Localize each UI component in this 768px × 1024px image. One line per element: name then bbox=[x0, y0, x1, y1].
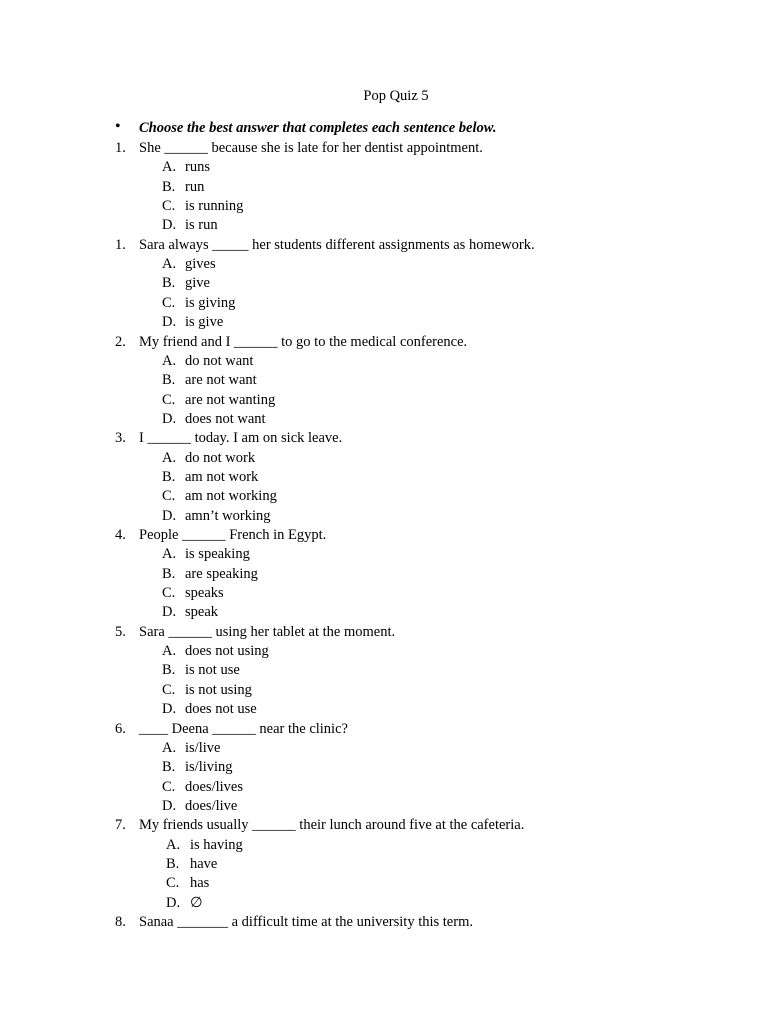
option-text: does/live bbox=[185, 797, 238, 814]
option-letter: D. bbox=[162, 314, 177, 331]
bullet-icon: • bbox=[115, 118, 121, 135]
option-text: is run bbox=[185, 217, 218, 234]
option-text: speaks bbox=[185, 585, 224, 602]
option-letter: D. bbox=[162, 410, 177, 427]
option-letter: A. bbox=[162, 159, 177, 176]
option-text: amn’t working bbox=[185, 507, 271, 524]
option-text: ∅ bbox=[190, 894, 203, 911]
option-text: give bbox=[185, 275, 210, 292]
option-text: runs bbox=[185, 159, 210, 176]
option-text: is not use bbox=[185, 662, 240, 679]
option-text: do not work bbox=[185, 449, 256, 466]
option-letter: A. bbox=[162, 352, 177, 369]
option-text: are not want bbox=[185, 372, 257, 389]
option-text: does/lives bbox=[185, 778, 243, 795]
question-number: 3. bbox=[115, 430, 126, 447]
option-text: have bbox=[190, 855, 218, 872]
question-number: 8. bbox=[115, 914, 126, 930]
option-letter: D. bbox=[162, 797, 177, 814]
question-text: Sara always _____ her students different assignments as homework. bbox=[139, 236, 535, 253]
option-text: is having bbox=[190, 836, 243, 853]
option-letter: C. bbox=[162, 778, 176, 795]
option-letter: B. bbox=[162, 662, 176, 679]
option-letter: D. bbox=[166, 894, 181, 911]
option-text: is not using bbox=[185, 681, 252, 698]
question-number: 5. bbox=[115, 623, 126, 640]
question-text: ____ Deena ______ near the clinic? bbox=[139, 720, 348, 737]
option-text: am not work bbox=[185, 468, 259, 485]
option-text: is speaking bbox=[185, 546, 250, 563]
question-number: 7. bbox=[115, 817, 126, 834]
option-letter: D. bbox=[162, 604, 177, 621]
question-number: 1. bbox=[115, 236, 126, 253]
option-letter: B. bbox=[162, 565, 176, 582]
option-letter: B. bbox=[166, 855, 180, 872]
option-letter: A. bbox=[162, 739, 177, 756]
option-letter: A. bbox=[166, 836, 181, 853]
option-text: is giving bbox=[185, 294, 236, 311]
option-letter: A. bbox=[162, 449, 177, 466]
option-letter: C. bbox=[162, 585, 176, 602]
option-text: has bbox=[190, 875, 210, 892]
question-text: Sanaa _______ a difficult time at the university this term. bbox=[139, 914, 473, 930]
option-letter: B. bbox=[162, 275, 176, 292]
option-letter: D. bbox=[162, 701, 177, 718]
option-text: are not wanting bbox=[185, 391, 276, 408]
question-text: I ______ today. I am on sick leave. bbox=[139, 430, 343, 447]
question-number: 2. bbox=[115, 333, 126, 350]
option-text: do not want bbox=[185, 352, 254, 369]
option-text: is/living bbox=[185, 759, 233, 776]
option-text: am not working bbox=[185, 488, 277, 505]
option-letter: C. bbox=[162, 198, 176, 215]
question-text: People ______ French in Egypt. bbox=[139, 527, 327, 543]
option-letter: C. bbox=[162, 488, 176, 505]
option-letter: A. bbox=[162, 546, 177, 563]
instruction-text: Choose the best answer that completes each sentence below. bbox=[139, 120, 497, 136]
page-title: Pop Quiz 5 bbox=[363, 88, 429, 104]
option-text: speak bbox=[185, 604, 219, 621]
option-text: is/live bbox=[185, 739, 221, 756]
option-text: does not use bbox=[185, 701, 257, 718]
option-letter: D. bbox=[162, 507, 177, 524]
question-number: 1. bbox=[115, 140, 126, 156]
option-letter: C. bbox=[162, 391, 176, 408]
option-text: is give bbox=[185, 314, 224, 331]
question-text: She ______ because she is late for her dentist appointment. bbox=[139, 140, 483, 156]
question-number: 4. bbox=[115, 527, 126, 543]
question-number: 6. bbox=[115, 720, 126, 737]
question-text: My friend and I ______ to go to the medical conference. bbox=[139, 333, 468, 350]
option-letter: C. bbox=[166, 875, 180, 892]
option-letter: B. bbox=[162, 759, 176, 776]
option-letter: C. bbox=[162, 294, 176, 311]
option-text: does not using bbox=[185, 643, 269, 660]
option-letter: C. bbox=[162, 681, 176, 698]
question-text: My friends usually ______ their lunch around five at the cafeteria. bbox=[139, 817, 525, 834]
option-text: run bbox=[185, 178, 205, 195]
question-text: Sara ______ using her tablet at the moment. bbox=[139, 623, 396, 640]
option-letter: B. bbox=[162, 468, 176, 485]
option-text: is running bbox=[185, 198, 244, 215]
option-letter: A. bbox=[162, 643, 177, 660]
option-letter: B. bbox=[162, 178, 176, 195]
option-text: are speaking bbox=[185, 565, 258, 582]
option-letter: B. bbox=[162, 372, 176, 389]
option-letter: D. bbox=[162, 217, 177, 234]
option-letter: A. bbox=[162, 256, 177, 273]
option-text: does not want bbox=[185, 410, 266, 427]
option-text: gives bbox=[185, 256, 216, 273]
